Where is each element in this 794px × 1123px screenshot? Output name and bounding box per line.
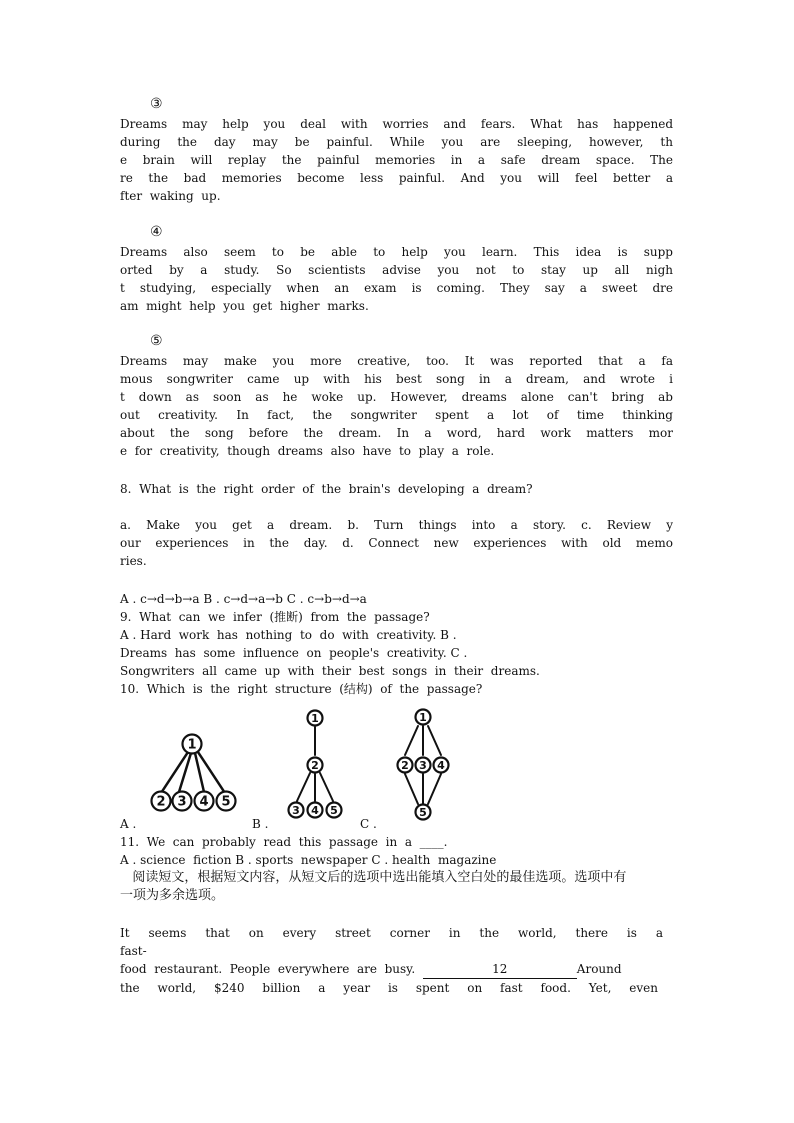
diagram-a-connectors — [161, 752, 225, 793]
diagram-a-node-2 — [152, 792, 171, 811]
para3-line-2: during the day may be painful. While you are sleeping, however, th — [120, 135, 673, 149]
node-number: 1 — [187, 737, 197, 753]
node-number: 2 — [311, 758, 319, 772]
diagram-b-node-3 — [289, 803, 304, 818]
answer-blank-12[interactable]: 12 — [423, 960, 577, 979]
passage2-line-2: fast- — [120, 944, 147, 958]
diagram-a-node-3 — [173, 792, 192, 811]
diagram-c-node-4 — [434, 758, 449, 773]
q9-option-line-2: Dreams has some influence on people's creativity. C . — [120, 646, 468, 660]
q11-suffix: . — [443, 835, 448, 849]
passage2-line-4: the world, $240 billion a year is spent on fast food. Yet, even — [120, 981, 658, 995]
node-number: 1 — [419, 710, 427, 724]
node-number: 2 — [401, 758, 409, 772]
para5-line-4: out creativity. In fact, the songwriter spent a lot of time thinking — [120, 408, 673, 422]
paragraph-marker-3: ③ — [150, 96, 163, 112]
node-number: 5 — [419, 805, 427, 819]
para3-line-5: fter waking up. — [120, 189, 221, 203]
node-number: 1 — [311, 711, 319, 725]
question-9: 9. What can we infer (推断) from the passage? — [120, 610, 430, 624]
q8-steps-line-3: ries. — [120, 554, 147, 568]
para3-line-3: e brain will replay the painful memories in a safe dream space. The — [120, 153, 673, 167]
passage2-line-3-text: food restaurant. People everywhere are busy. — [120, 962, 423, 976]
q10-label-c: C . — [360, 817, 377, 831]
question-10: 10. Which is the right structure (结构) of the passage? — [120, 682, 483, 696]
passage2-line-3 — [120, 960, 622, 979]
q11-prefix: 11. We can probably read this passage in a — [120, 835, 420, 849]
node-number: 2 — [156, 794, 166, 810]
node-number: 5 — [221, 794, 231, 810]
q9-option-line-1: A . Hard work has nothing to do with creativity. B . — [120, 628, 457, 642]
q11-options: A . science fiction B . sports newspaper C . health magazine — [120, 853, 497, 867]
para4-line-4: am might help you get higher marks. — [120, 299, 369, 313]
q11-blank: ____ — [419, 835, 444, 849]
q10-label-b: B . — [252, 817, 269, 831]
para3-line-1: Dreams may help you deal with worries and fears. What has happened — [120, 117, 673, 131]
node-number: 5 — [330, 803, 338, 817]
para3-line-4: re the bad memories become less painful. And you will feel better a — [120, 171, 673, 185]
para4-line-1: Dreams also seem to be able to help you learn. This idea is supp — [120, 245, 673, 259]
q10-label-a: A . — [120, 817, 137, 831]
q8-steps-line-1: a. Make you get a dream. b. Turn things into a story. c. Review y — [120, 518, 673, 532]
paragraph-marker-5: ⑤ — [150, 333, 163, 349]
diagram-b-node-5 — [327, 803, 342, 818]
node-number: 4 — [437, 758, 445, 772]
diagram-c-node-1 — [416, 710, 431, 725]
diagram-b-node-1 — [308, 711, 323, 726]
diagram-b-node-4 — [308, 803, 323, 818]
para5-line-3: t down as soon as he woke up. However, dreams alone can't bring ab — [120, 390, 673, 404]
instructions-line-1: 阅读短文，根据短文内容，从短文后的选项中选出能填入空白处的最佳选项。选项中有 — [120, 870, 627, 885]
diagram-a-node-5 — [217, 792, 236, 811]
q9-option-line-3: Songwriters all came up with their best songs in their dreams. — [120, 664, 540, 678]
passage2-line-3-end: Around — [576, 962, 622, 976]
q8-steps-line-2: our experiences in the day. d. Connect new experiences with old memo — [120, 536, 673, 550]
diagram-c-node-5 — [416, 805, 431, 820]
para5-line-5: about the song before the dream. In a word, hard work matters mor — [120, 426, 673, 440]
node-number: 3 — [419, 758, 427, 772]
instructions-line-2: 一项为多余选项。 — [120, 888, 225, 903]
para4-line-2: orted by a study. So scientists advise you not to stay up all nigh — [120, 263, 673, 277]
question-11 — [120, 833, 447, 851]
diagram-c-node-3 — [416, 758, 431, 773]
para5-line-2: mous songwriter came up with his best song in a dream, and wrote i — [120, 372, 673, 386]
node-number: 4 — [311, 803, 319, 817]
question-8: 8. What is the right order of the brain's developing a dream? — [120, 482, 533, 496]
diagram-b-node-2 — [308, 758, 323, 773]
passage2-line-1: It seems that on every street corner in the world, there is a — [120, 926, 663, 940]
diagram-a-node-4 — [195, 792, 214, 811]
para4-line-3: t studying, especially when an exam is coming. They say a sweet dre — [120, 281, 673, 295]
q8-options: A . c→d→b→a B . c→d→a→b C . c→b→d→a — [120, 592, 367, 606]
node-number: 3 — [292, 803, 300, 817]
diagram-c-node-2 — [398, 758, 413, 773]
node-number: 4 — [199, 794, 209, 810]
node-number: 3 — [177, 794, 187, 810]
diagram-a-node-1 — [183, 735, 202, 754]
para5-line-6: e for creativity, though dreams also have to play a role. — [120, 444, 495, 458]
para5-line-1: Dreams may make you more creative, too. It was reported that a fa — [120, 354, 673, 368]
paragraph-marker-4: ④ — [150, 224, 163, 240]
